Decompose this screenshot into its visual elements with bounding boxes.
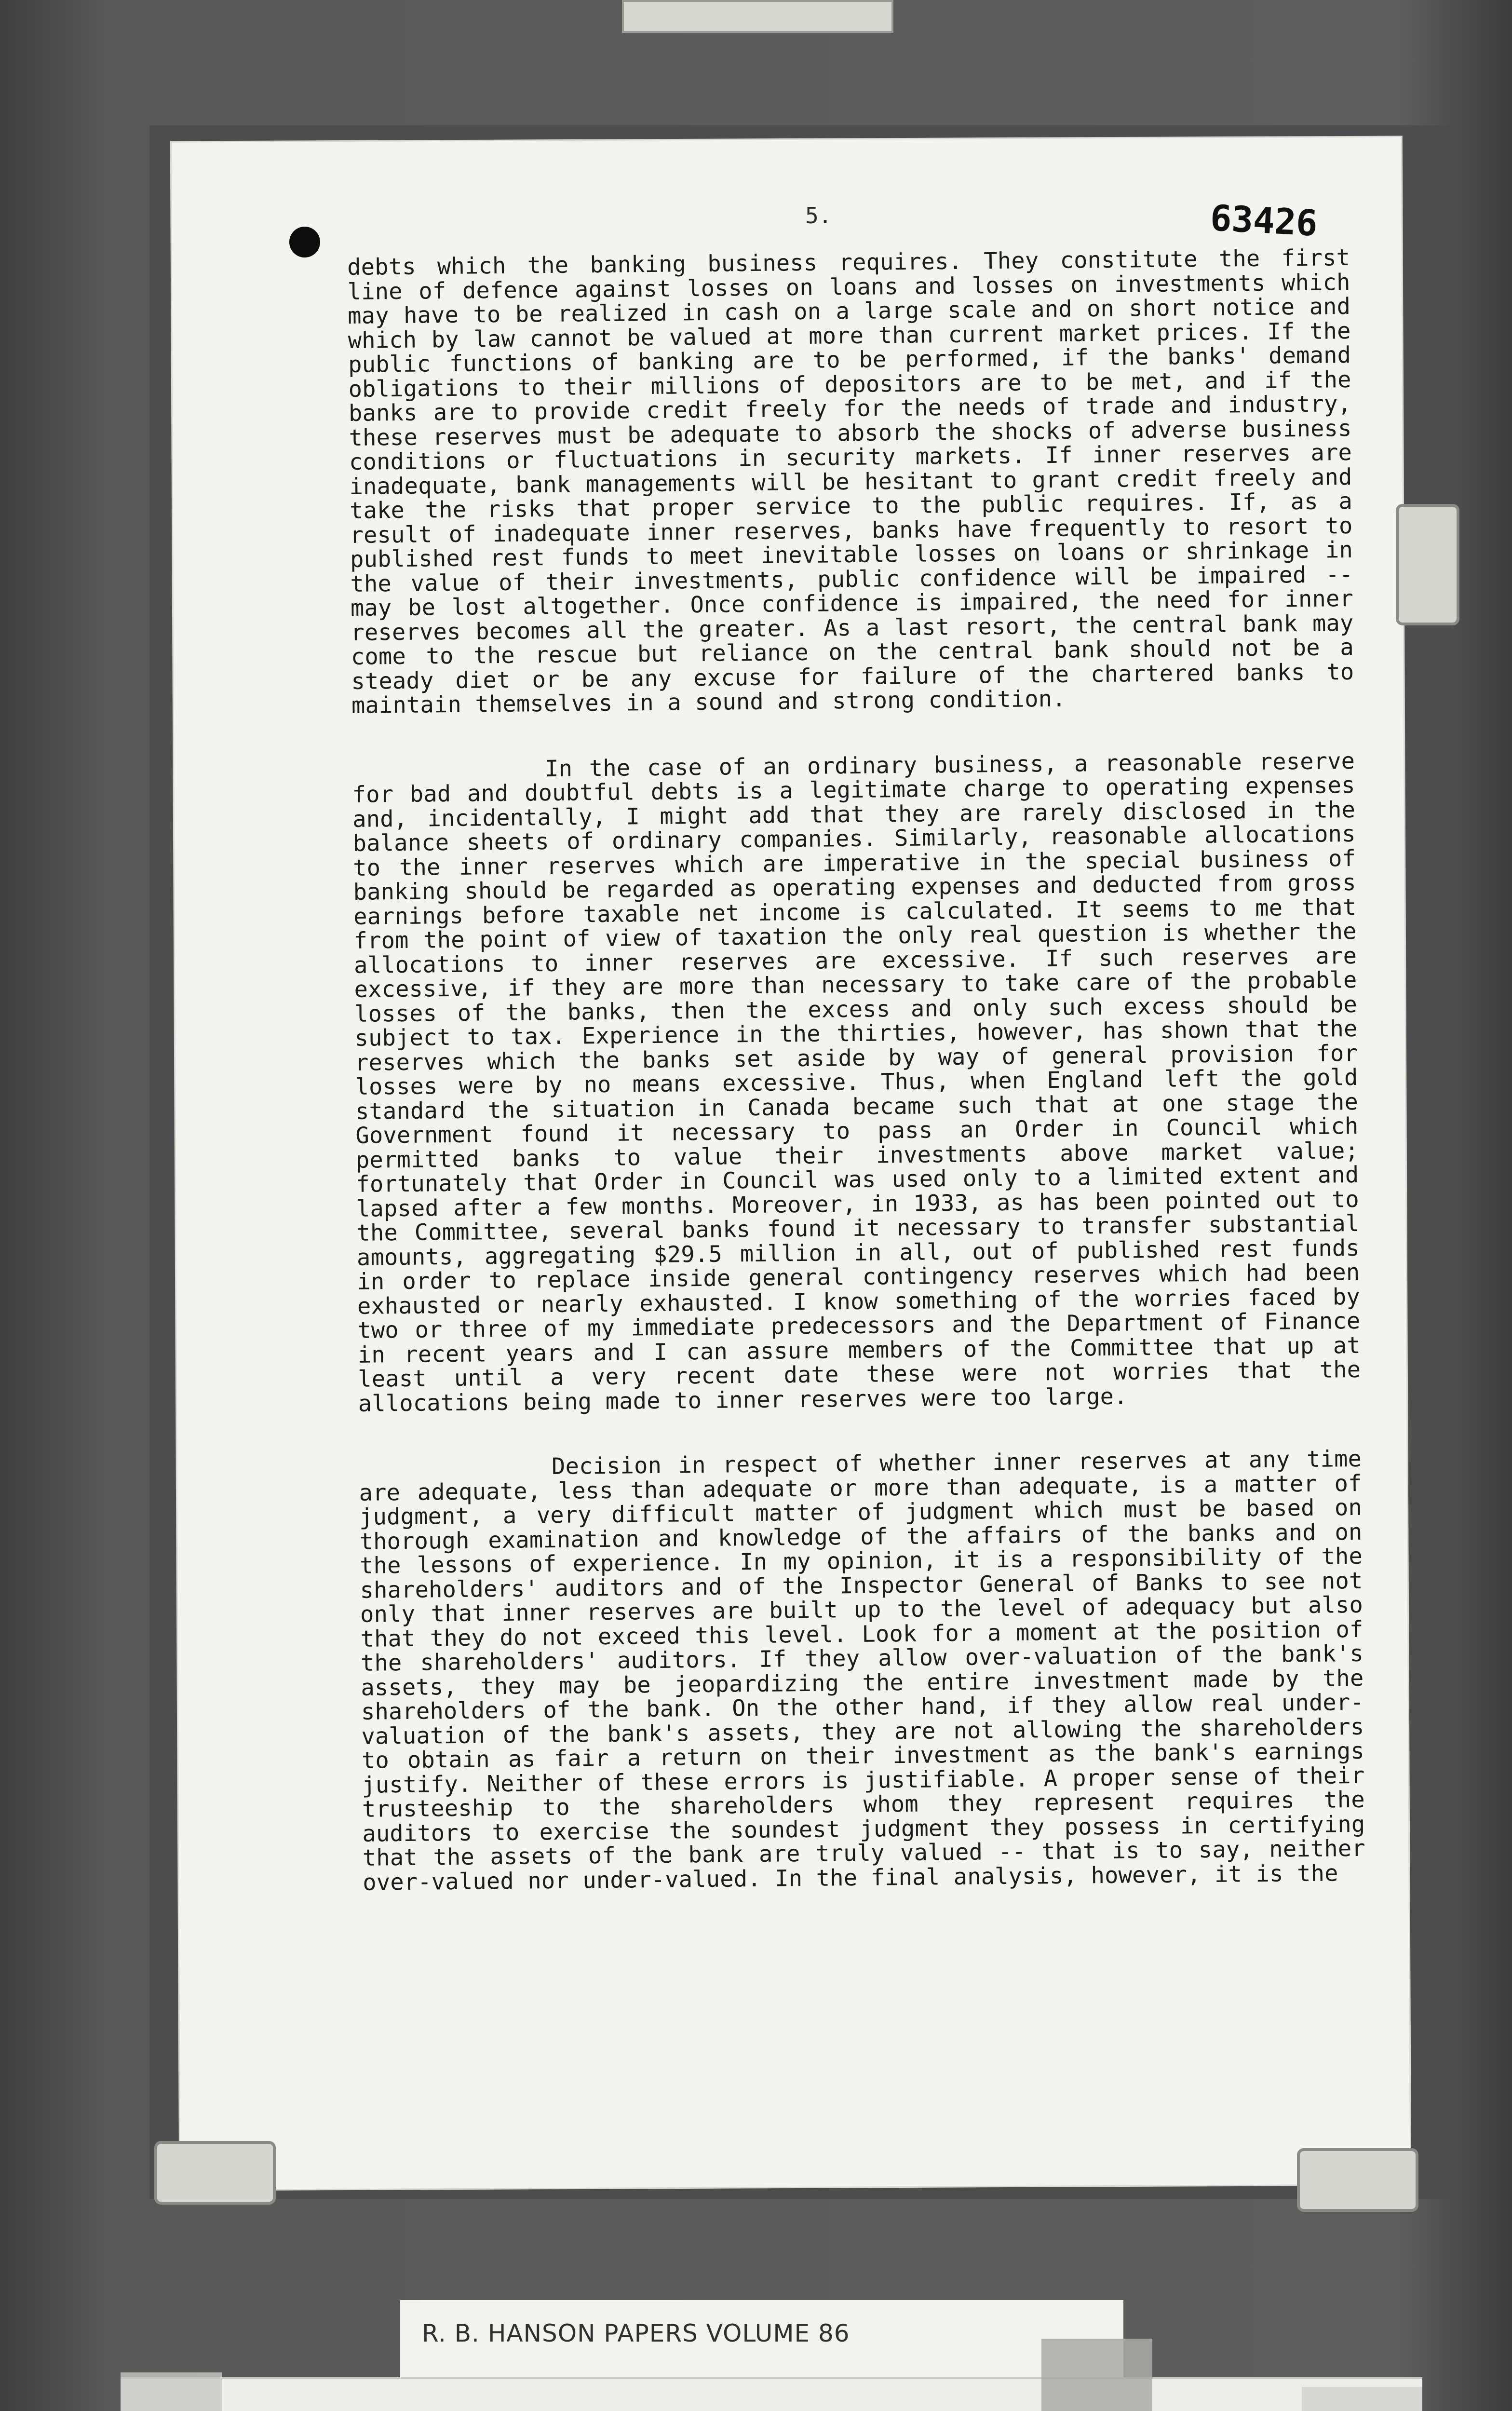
tape-piece	[1302, 2387, 1422, 2411]
mount-clip-right	[1396, 504, 1459, 625]
document-body	[347, 246, 1366, 1936]
tape-piece	[121, 2372, 222, 2411]
archive-card	[121, 2377, 1422, 2411]
page-number: 5.	[805, 203, 832, 229]
punch-hole	[289, 227, 320, 257]
paragraph: Decision in respect of whether inner reserves at any time are adequate, less than adequate or more than adequate, is a matter of judgment, a very difficult matter of judgment which must be based on thorough examination and knowledge of the affairs of the banks and on the lessons of experience. In my opinion, it is a responsibility of the shareholders' auditors and of the Inspector General of Banks to see not only that inner reserves are built up to the level of adequacy but also that they do not exceed this level. Look for a moment at the position of the shareholders' auditors. If they allow over-valuation of the bank's assets, they may be jeopardizing the entire investment made by the shareholders of the bank. On the other hand, if they allow real under-valuation of the bank's assets, they are not allowing the shareholders to obtain as fair a return on their investment as the bank's earnings justify. Neither of these errors is justifiable. A proper sense of their trusteeship to the shareholders whom they represent requires the auditors to exercise the soundest judgment they possess in certifying that the assets of the bank are truly valued -- that is to say, neither over-valued nor under-valued. In the final analysis, however, it is the	[359, 1445, 1366, 1896]
paragraph: debts which the banking business requires. They constitute the first line of defence against losses on loans and losses on investments which may have to be realized in cash on a large scale and on short notice and which by law cannot be valued at more than current market prices. If the public functions of banking are to be performed, if the banks' demand obligations to their millions of depositors are to be met, and if the banks are to provide credit freely for the needs of trade and industry, these reserves must be adequate to absorb the shocks of adverse business conditions or fluctuations in security markets. If inner reserves are inadequate, bank managements will be hesitant to grant credit freely and take the risks that proper service to the public requires. If, as a result of inadequate inner reserves, banks have frequently to resort to published rest funds to meet inevitable losses on loans or shrinkage in the value of their investments, public confidence will be impaired -- may be lost altogether. Once confidence is impaired, the need for inner reserves becomes all the greater. As a last resort, the central bank may come to the rescue but reliance on the central bank should not be a steady diet or be any excuse for failure of the chartered banks to maintain themselves in a sound and strong condition.	[347, 244, 1354, 719]
mount-clip-bottom-left	[154, 2141, 276, 2205]
stamped-folio-number: 63426	[1209, 197, 1319, 244]
tape-piece	[1041, 2339, 1152, 2411]
mount-clip-bottom-right	[1297, 2148, 1418, 2212]
paragraph: In the case of an ordinary business, a reasonable reserve for bad and doubtful debts is a legitimate charge to operating expenses and, incidentally, I might add that they are rarely disclosed in the balance sheets of ordinary companies. Similarly, reasonable allocations to the inner reserves which are imperative in the special business of banking should be regarded as operating expenses and deducted from gross earnings before taxable net income is calculated. It seems to me that from the point of view of taxation the only real question is whether the allocations to inner reserves are excessive. If such reserves are excessive, if they are more than necessary to take care of the probable losses of the banks, then the excess and only such excess should be subject to tax. Experience in the thirties, however, has shown that the reserves which the banks set aside by way of general provision for losses were by no means excessive. Thus, when England left the gold standard the situation in Canada became such that at one stage the Government found it necessary to pass an Order in Council which permitted banks to value their investments above market value; fortunately that Order in Council was used only to a limited extent and lapsed after a few months. Moreover, in 1933, as has been pointed out to the Committee, several banks found it necessary to transfer substantial amounts, aggregating $29.5 million in all, out of published rest funds in order to replace inside general contingency reserves which had been exhausted or nearly exhausted. I know something of the worries faced by two or three of my immediate predecessors and the Department of Finance in recent years and I can assure members of the Committee that up at least until a very recent date these were not worries that the allocations being made to inner reserves were too large.	[352, 747, 1361, 1417]
collection-label: R. B. HANSON PAPERS VOLUME 86	[422, 2319, 850, 2347]
top-mount-tab	[622, 0, 893, 33]
